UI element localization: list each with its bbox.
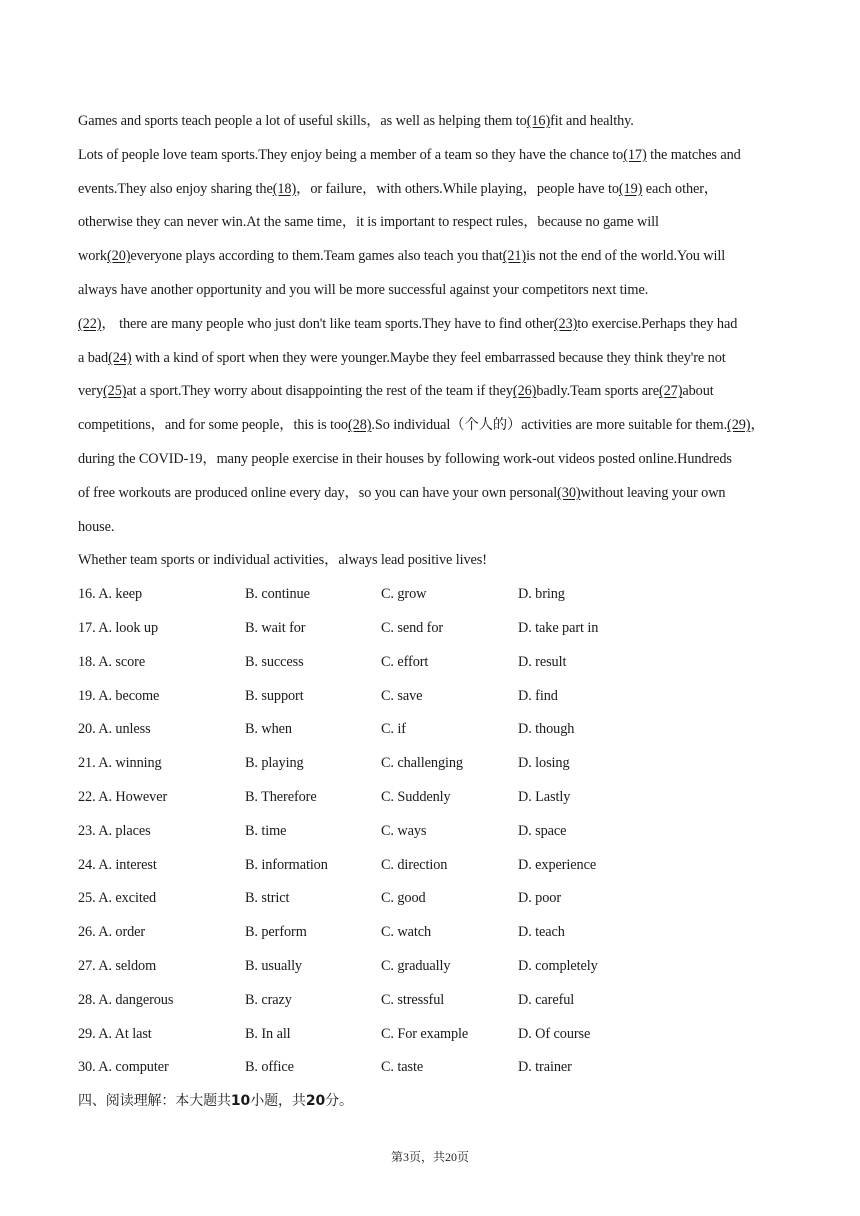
option-d: D. take part in — [518, 619, 599, 636]
option-a: 21. A. winning — [78, 755, 162, 772]
option-b: B. information — [245, 856, 328, 873]
passage-line — [78, 477, 788, 511]
passage-line — [78, 105, 788, 139]
option-a: 26. A. order — [78, 924, 146, 941]
passage-text: fit and healthy. — [550, 113, 634, 129]
option-c: C. For example — [381, 1025, 469, 1042]
cloze-blank: (17) — [623, 146, 647, 163]
option-d: D. poor — [518, 890, 561, 907]
option-d: D. space — [518, 822, 567, 839]
cloze-blank: (28) — [348, 417, 372, 434]
cloze-blank: (25) — [103, 383, 127, 400]
option-b: B. perform — [245, 924, 307, 941]
text-block — [78, 105, 788, 1119]
option-c: C. watch — [381, 924, 432, 941]
option-c: C. ways — [381, 822, 427, 839]
passage-text: always have another opportunity and you will be more successful against your competitors next time. — [78, 281, 649, 298]
option-c: C. stressful — [381, 991, 445, 1008]
passage-text: is not the end of the world.You will — [526, 248, 726, 265]
option-row — [78, 781, 788, 815]
passage-text: very — [78, 383, 104, 400]
option-row — [78, 916, 788, 950]
passage-text: badly.Team sports are — [536, 383, 659, 400]
option-row — [78, 578, 788, 612]
option-a: 27. A. seldom — [78, 957, 157, 974]
option-row — [78, 680, 788, 714]
cloze-blank: (27) — [658, 383, 683, 400]
passage-line — [78, 274, 788, 308]
option-c: C. save — [381, 687, 423, 704]
option-b: B. playing — [245, 755, 304, 772]
passage-text: without leaving your own — [580, 484, 726, 501]
passage-text: to exercise.Perhaps they had — [577, 315, 738, 332]
passage-line — [78, 375, 788, 409]
option-b: B. support — [245, 687, 304, 704]
option-row — [78, 612, 788, 646]
option-b: B. wait for — [245, 619, 306, 636]
option-row — [78, 815, 788, 849]
passage-text: of free workouts are produced online every day，so you can have your own personal — [78, 484, 558, 501]
heading-text: 分。 — [325, 1093, 353, 1110]
option-b: B. Therefore — [245, 788, 317, 805]
cloze-blank: (24) — [108, 349, 132, 366]
cloze-blank: (22) — [78, 315, 102, 332]
option-c: C. taste — [381, 1059, 424, 1076]
cloze-blank: (30) — [557, 484, 581, 501]
passage-line — [78, 240, 788, 274]
option-d: D. result — [518, 653, 567, 670]
page-footer: 第3页，共20页 — [390, 1150, 469, 1164]
passage-text: the matches and — [646, 146, 741, 163]
cloze-blank: (29) — [727, 417, 751, 434]
cloze-blank: (19) — [618, 180, 643, 197]
option-row — [78, 984, 788, 1018]
heading-number: 10 — [230, 1093, 251, 1110]
option-d: D. find — [518, 687, 558, 704]
passage-text: ，or failure，with others.While playing，people have to — [296, 180, 619, 197]
heading-text: 四、阅读理解：本大题共 — [78, 1093, 231, 1110]
passage-text: competitions，and for some people，this is too — [78, 417, 348, 434]
passage-text: Whether team sports or individual activities，always lead positive lives! — [78, 552, 487, 569]
passage-text: ， — [750, 417, 765, 434]
option-a: 28. A. dangerous — [78, 991, 174, 1008]
cloze-blank: (16) — [526, 113, 551, 129]
option-row — [78, 882, 788, 916]
cloze-blank: (26) — [512, 383, 537, 400]
option-d: D. Of course — [518, 1025, 591, 1042]
option-d: D. though — [518, 721, 575, 738]
cloze-blank: (23) — [553, 315, 578, 332]
cloze-blank: (21) — [502, 248, 527, 265]
option-b: B. success — [245, 653, 304, 670]
option-c: C. direction — [381, 856, 448, 873]
passage-line — [78, 173, 788, 207]
option-c: C. send for — [381, 619, 444, 636]
passage-line — [78, 511, 788, 545]
option-d: D. bring — [518, 586, 565, 603]
passage-line — [78, 206, 788, 240]
passage-line — [78, 342, 788, 376]
option-c: C. if — [381, 721, 406, 738]
option-d: D. losing — [518, 755, 570, 772]
option-a: 24. A. interest — [78, 856, 157, 873]
option-row — [78, 950, 788, 984]
option-d: D. Lastly — [518, 788, 571, 805]
passage-text: about — [682, 383, 714, 400]
option-a: 16. A. keep — [78, 586, 143, 603]
passage-text: Games and sports teach people a lot of useful skills，as well as helping them to — [78, 113, 527, 129]
passage-text: a bad — [78, 349, 109, 366]
option-c: C. challenging — [381, 755, 463, 772]
heading-text: 小题，共 — [250, 1093, 306, 1110]
option-row — [78, 849, 788, 883]
option-b: B. office — [245, 1059, 294, 1076]
cloze-passage — [78, 105, 788, 578]
option-d: D. teach — [518, 924, 565, 941]
option-a: 23. A. places — [78, 822, 151, 839]
option-b: B. In all — [245, 1025, 291, 1042]
option-b: B. continue — [245, 586, 310, 603]
option-c: C. gradually — [381, 957, 451, 974]
cloze-blank: (20) — [106, 248, 131, 265]
option-d: D. experience — [518, 856, 597, 873]
option-a: 20. A. unless — [78, 721, 151, 738]
passage-text: with a kind of sport when they were younger.Maybe they feel embarrassed because they think they're not — [131, 349, 726, 366]
option-c: C. effort — [381, 653, 429, 670]
passage-line — [78, 139, 788, 173]
option-row — [78, 747, 788, 781]
option-a: 30. A. computer — [78, 1059, 169, 1076]
option-row — [78, 1018, 788, 1052]
option-b: B. strict — [245, 890, 290, 907]
option-d: D. completely — [518, 957, 598, 974]
option-row — [78, 713, 788, 747]
passage-line — [78, 308, 788, 342]
option-d: D. careful — [518, 991, 575, 1008]
option-b: B. time — [245, 822, 287, 839]
option-c: C. grow — [381, 586, 427, 603]
passage-text: work — [78, 248, 107, 265]
option-c: C. good — [381, 890, 426, 907]
passage-text: house. — [78, 518, 115, 535]
cloze-blank: (18) — [272, 180, 297, 197]
passage-text: at a sport.They worry about disappointing the rest of the team if they — [126, 383, 513, 400]
option-b: B. crazy — [245, 991, 292, 1008]
answer-options — [78, 578, 788, 1085]
option-b: B. usually — [245, 957, 302, 974]
option-row — [78, 1051, 788, 1085]
passage-text: everyone plays according to them.Team games also teach you that — [130, 248, 503, 265]
passage-text: during the COVID-19，many people exercise in their houses by following work-out videos posted online.Hundreds — [78, 450, 732, 467]
option-a: 25. A. excited — [78, 890, 157, 907]
option-c: C. Suddenly — [381, 788, 451, 805]
passage-text: events.They also enjoy sharing the — [78, 180, 273, 197]
passage-text: ， there are many people who just don't like team sports.They have to find other — [101, 315, 554, 332]
passage-line — [78, 409, 788, 443]
option-a: 17. A. look up — [78, 619, 159, 636]
option-a: 19. A. become — [78, 687, 160, 704]
passage-text: otherwise they can never win.At the same time，it is important to respect rules，because no game will — [78, 214, 659, 231]
passage-text: each other， — [642, 180, 719, 197]
option-d: D. trainer — [518, 1059, 572, 1076]
passage-text: .So individual（个人的）activities are more suitable for them. — [371, 417, 728, 434]
option-a: 18. A. score — [78, 653, 146, 670]
option-row — [78, 646, 788, 680]
heading-number: 20 — [305, 1093, 326, 1110]
passage-text: Lots of people love team sports.They enjoy being a member of a team so they have the chance to — [78, 146, 624, 163]
option-a: 22. A. However — [78, 788, 168, 805]
option-b: B. when — [245, 721, 292, 738]
passage-line — [78, 443, 788, 477]
option-a: 29. A. At last — [78, 1025, 152, 1042]
passage-line — [78, 544, 788, 578]
section-heading — [78, 1085, 788, 1119]
